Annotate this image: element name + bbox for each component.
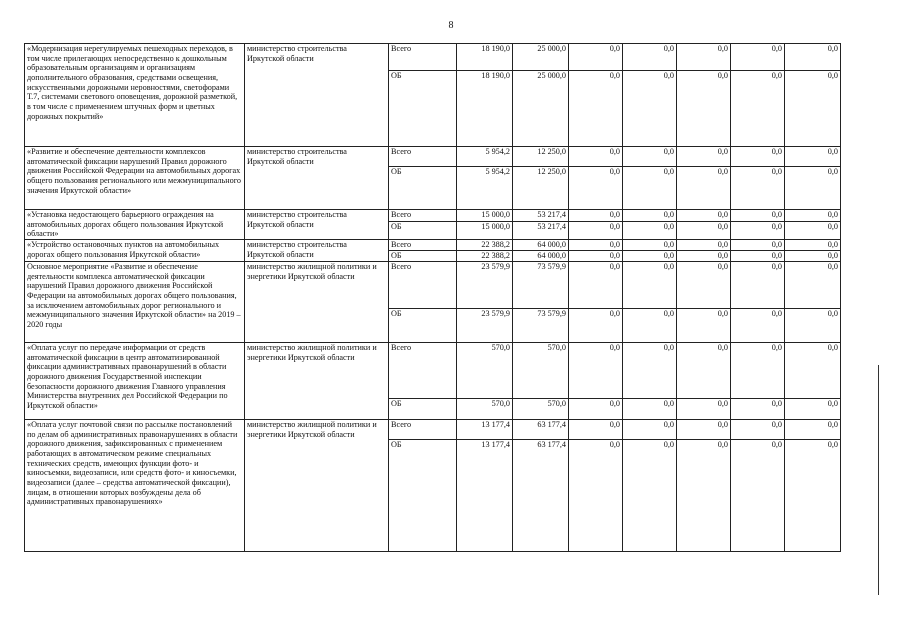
amount-cell: 0,0 [731,44,785,71]
funding-source-cell: ОБ [389,222,457,240]
amount-cell: 0,0 [623,399,677,420]
executor-cell: министерство строительства Иркутской области [245,44,389,147]
amount-cell: 0,0 [677,167,731,210]
amount-cell: 64 000,0 [513,240,569,251]
funding-source-cell: Всего [389,343,457,399]
amount-cell: 0,0 [785,309,841,343]
funding-source-cell: ОБ [389,71,457,147]
amount-cell: 13 177,4 [457,440,513,552]
amount-cell: 0,0 [785,71,841,147]
measure-name-cell: «Модернизация нерегулируемых пешеходных переходов, в том числе прилегающих непосредственно к дошкольным образовательным организациям и организациям дополнительного образования, средствами освещения, искусственными дорожными неровностями, светофорами Т.7, системами светового оповещения, дорожной разметкой, в том числе с применением штучных форм и цветных дорожных покрытий» [25,44,245,147]
amount-cell: 0,0 [677,343,731,399]
amount-cell: 53 217,4 [513,222,569,240]
amount-cell: 53 217,4 [513,210,569,222]
amount-cell: 0,0 [569,420,623,440]
amount-cell: 0,0 [731,222,785,240]
amount-cell: 0,0 [623,222,677,240]
amount-cell: 0,0 [569,343,623,399]
table-row [25,240,841,251]
amount-cell: 22 388,2 [457,251,513,262]
amount-cell: 0,0 [731,440,785,552]
amount-cell: 0,0 [731,262,785,309]
funding-source-cell: ОБ [389,399,457,420]
measure-name-cell: «Устройство остановочных пунктов на автомобильных дорогах общего пользования Иркутской области» [25,240,245,262]
amount-cell: 0,0 [785,343,841,399]
amount-cell: 23 579,9 [457,309,513,343]
funding-source-cell: Всего [389,44,457,71]
amount-cell: 0,0 [569,251,623,262]
amount-cell: 0,0 [677,210,731,222]
funding-source-cell: Всего [389,420,457,440]
amount-cell: 0,0 [623,240,677,251]
amount-cell: 0,0 [677,262,731,309]
amount-cell: 63 177,4 [513,420,569,440]
amount-cell: 5 954,2 [457,167,513,210]
amount-cell: 0,0 [569,240,623,251]
amount-cell: 0,0 [677,251,731,262]
amount-cell: 0,0 [731,420,785,440]
amount-cell: 0,0 [623,440,677,552]
amount-cell: 0,0 [677,399,731,420]
amount-cell: 0,0 [569,210,623,222]
amount-cell: 0,0 [677,309,731,343]
amount-cell: 0,0 [623,309,677,343]
amount-cell: 18 190,0 [457,71,513,147]
amount-cell: 0,0 [785,147,841,167]
funding-source-cell: Всего [389,262,457,309]
table-row [25,262,841,309]
executor-cell: министерство строительства Иркутской области [245,240,389,262]
measure-name-cell: «Оплата услуг по передаче информации от средств автоматической фиксации в центр автоматизированной фиксации административных правонарушений в области дорожного движения Государственной инспекции безопасности дорожного движения Главного управления Министерства внутренних дел Российской Федерации по Иркутской области» [25,343,245,420]
table-row [25,147,841,167]
amount-cell: 0,0 [785,251,841,262]
funding-source-cell: Всего [389,147,457,167]
measure-name-cell: Основное мероприятие «Развитие и обеспечение деятельности комплекса автоматической фиксации нарушений Правил дорожного движения Российской Федерации на автомобильных дорогах общего пользования, за исключением автомобильных дорог регионального и межмуниципального значения Иркутской области» на 2019 – 2020 годы [25,262,245,343]
amount-cell: 0,0 [569,44,623,71]
amount-cell: 12 250,0 [513,167,569,210]
amount-cell: 0,0 [623,251,677,262]
amount-cell: 0,0 [677,147,731,167]
amount-cell: 0,0 [785,210,841,222]
amount-cell: 570,0 [457,343,513,399]
amount-cell: 0,0 [569,399,623,420]
table-row [25,343,841,399]
amount-cell: 0,0 [677,44,731,71]
measure-name-cell: «Развитие и обеспечение деятельности комплексов автоматической фиксации нарушений Правил дорожного движения Российской Федерации на автомобильных дорогах общего пользования регионального или межмуниципального значения Иркутской области» [25,147,245,210]
measure-name-cell: «Установка недостающего барьерного ограждения на автомобильных дорогах общего пользования Иркутской области» [25,210,245,240]
amount-cell: 0,0 [623,420,677,440]
amount-cell: 570,0 [457,399,513,420]
amount-cell: 0,0 [623,343,677,399]
amount-cell: 0,0 [569,167,623,210]
amount-cell: 0,0 [785,222,841,240]
amount-cell: 64 000,0 [513,251,569,262]
measure-name-cell: «Оплата услуг почтовой связи по рассылке постановлений по делам об административных правонарушениях в области дорожного движения, зафиксированных с применением работающих в автоматическом режиме специальных технических средств, имеющих функции фото- и киносъемки, видеозаписи, или средств фото- и киносъемки, видеозаписи (далее – средства автоматической фиксации), лицам, в отношении которых возбуждены дела об административных правонарушениях» [25,420,245,552]
amount-cell: 22 388,2 [457,240,513,251]
amount-cell: 0,0 [623,210,677,222]
amount-cell: 0,0 [731,147,785,167]
amount-cell: 0,0 [731,343,785,399]
amount-cell: 0,0 [623,147,677,167]
amount-cell: 0,0 [731,71,785,147]
amount-cell: 63 177,4 [513,440,569,552]
amount-cell: 0,0 [731,399,785,420]
amount-cell: 0,0 [731,240,785,251]
amount-cell: 0,0 [785,167,841,210]
amount-cell: 0,0 [623,167,677,210]
amount-cell: 0,0 [731,309,785,343]
amount-cell: 0,0 [785,440,841,552]
amount-cell: 0,0 [785,399,841,420]
amount-cell: 15 000,0 [457,210,513,222]
amount-cell: 0,0 [785,44,841,71]
amount-cell: 12 250,0 [513,147,569,167]
table-row [25,420,841,440]
executor-cell: министерство жилищной политики и энергетики Иркутской области [245,420,389,552]
amount-cell: 0,0 [677,222,731,240]
amount-cell: 25 000,0 [513,71,569,147]
amount-cell: 0,0 [677,71,731,147]
amount-cell: 0,0 [785,240,841,251]
amount-cell: 0,0 [569,71,623,147]
executor-cell: министерство жилищной политики и энергетики Иркутской области [245,343,389,420]
amount-cell: 0,0 [731,251,785,262]
amount-cell: 0,0 [677,440,731,552]
amount-cell: 0,0 [569,262,623,309]
amount-cell: 0,0 [677,240,731,251]
funding-source-cell: Всего [389,240,457,251]
amount-cell: 0,0 [569,222,623,240]
budget-table [24,43,841,552]
amount-cell: 0,0 [569,147,623,167]
amount-cell: 13 177,4 [457,420,513,440]
executor-cell: министерство жилищной политики и энергетики Иркутской области [245,262,389,343]
amount-cell: 73 579,9 [513,262,569,309]
amount-cell: 0,0 [731,167,785,210]
amount-cell: 23 579,9 [457,262,513,309]
table-row [25,210,841,222]
amount-cell: 0,0 [623,262,677,309]
amount-cell: 0,0 [785,262,841,309]
amount-cell: 18 190,0 [457,44,513,71]
amount-cell: 0,0 [677,420,731,440]
funding-source-cell: ОБ [389,440,457,552]
amount-cell: 570,0 [513,399,569,420]
executor-cell: министерство строительства Иркутской области [245,147,389,210]
funding-source-cell: ОБ [389,167,457,210]
amount-cell: 0,0 [785,420,841,440]
amount-cell: 25 000,0 [513,44,569,71]
table-row [25,44,841,71]
executor-cell: министерство строительства Иркутской области [245,210,389,240]
amount-cell: 0,0 [731,210,785,222]
amount-cell: 73 579,9 [513,309,569,343]
funding-source-cell: ОБ [389,251,457,262]
amount-cell: 0,0 [623,44,677,71]
funding-source-cell: ОБ [389,309,457,343]
amount-cell: 570,0 [513,343,569,399]
amount-cell: 0,0 [623,71,677,147]
page-number: 8 [448,20,454,31]
amount-cell: 15 000,0 [457,222,513,240]
funding-source-cell: Всего [389,210,457,222]
amount-cell: 0,0 [569,440,623,552]
amount-cell: 0,0 [569,309,623,343]
margin-line [878,365,879,595]
amount-cell: 5 954,2 [457,147,513,167]
